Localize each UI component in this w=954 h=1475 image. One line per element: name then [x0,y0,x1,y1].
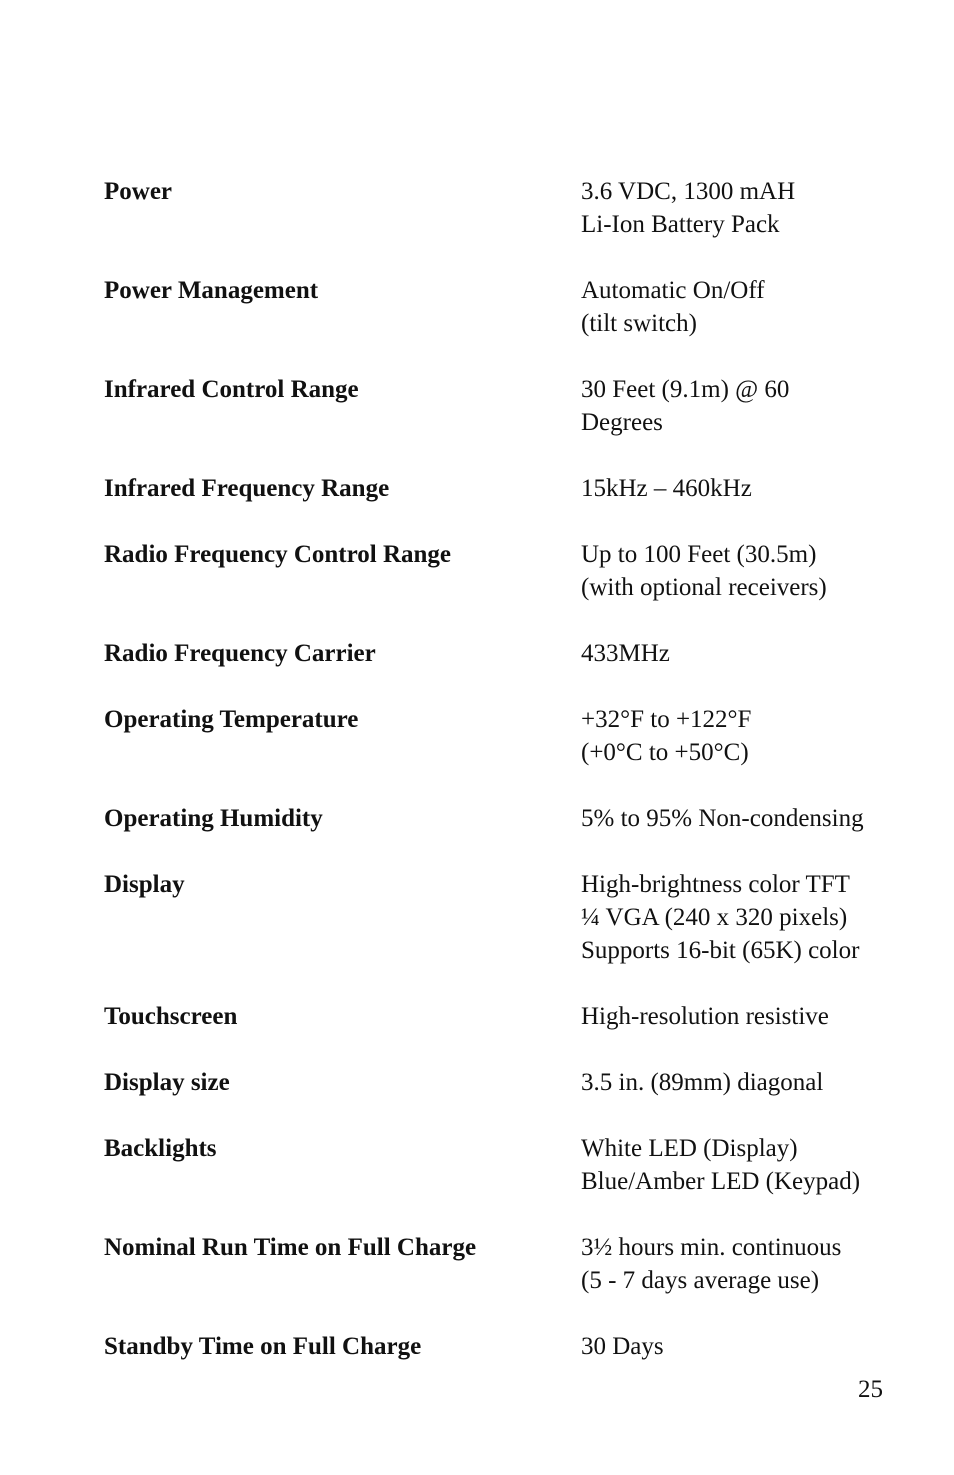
spec-row-power [104,175,934,241]
spec-value [581,1132,934,1198]
spec-value-line: 30 Days [581,1333,664,1360]
spec-row-standby-time [104,1330,934,1363]
spec-value-line: High-resolution resistive [581,1003,829,1030]
spec-label: Backlights [104,1135,217,1162]
spec-label: Display size [104,1069,230,1096]
spec-value-line: Up to 100 Feet (30.5m) [581,541,817,568]
spec-row-operating-humidity [104,802,934,835]
spec-value-line: Blue/Amber LED (Keypad) [581,1168,861,1195]
spec-value-line: White LED (Display) [581,1135,798,1162]
specifications-table [104,175,934,1396]
spec-value-line: 3½ hours min. continuous [581,1234,842,1261]
spec-label: Nominal Run Time on Full Charge [104,1234,477,1261]
spec-label: Display [104,871,185,898]
spec-value [581,1330,934,1363]
spec-value [581,868,934,967]
spec-row-power-management [104,274,934,340]
spec-value-line: 3.5 in. (89mm) diagonal [581,1069,824,1096]
spec-row-operating-temperature [104,703,934,769]
spec-value-line: (+0°C to +50°C) [581,739,749,766]
spec-label: Power [104,178,173,205]
spec-row-radio-frequency-control-range [104,538,934,604]
spec-label: Radio Frequency Control Range [104,541,451,568]
spec-value [581,703,934,769]
spec-value-line: +32°F to +122°F [581,706,752,733]
spec-row-radio-frequency-carrier [104,637,934,670]
spec-value [581,1000,934,1033]
spec-row-display [104,868,934,967]
spec-row-display-size [104,1066,934,1099]
page-number: 25 [858,1376,883,1403]
spec-value [581,1231,934,1297]
spec-value-line: 3.6 VDC, 1300 mAH [581,178,796,205]
spec-value-line: 433MHz [581,640,670,667]
spec-row-infrared-frequency-range [104,472,934,505]
spec-value-line: 15kHz – 460kHz [581,475,752,502]
spec-row-backlights [104,1132,934,1198]
spec-value [581,802,934,835]
spec-value-line: 30 Feet (9.1m) @ 60 [581,376,790,403]
spec-label: Radio Frequency Carrier [104,640,376,667]
spec-label: Operating Humidity [104,805,323,832]
spec-label: Operating Temperature [104,706,359,733]
spec-value [581,538,934,604]
spec-label: Power Management [104,277,319,304]
spec-value-line: Degrees [581,409,663,436]
spec-label: Standby Time on Full Charge [104,1333,422,1360]
spec-value-line: Automatic On/Off [581,277,765,304]
spec-row-infrared-control-range [104,373,934,439]
spec-value-line: Li-Ion Battery Pack [581,211,780,238]
spec-label: Infrared Control Range [104,376,359,403]
spec-label: Touchscreen [104,1003,238,1030]
spec-value [581,637,934,670]
spec-value-line: High-brightness color TFT [581,871,850,898]
spec-row-nominal-run-time [104,1231,934,1297]
spec-row-touchscreen [104,1000,934,1033]
spec-value-line: ¼ VGA (240 x 320 pixels) [581,904,848,931]
spec-value-line: (5 - 7 days average use) [581,1267,820,1294]
spec-value [581,274,934,340]
spec-value [581,1066,934,1099]
spec-value [581,373,934,439]
spec-value-line: 5% to 95% Non-condensing [581,805,864,832]
spec-value [581,175,934,241]
spec-value-line: (with optional receivers) [581,574,827,601]
spec-value [581,472,934,505]
spec-value-line: Supports 16-bit (65K) color [581,937,860,964]
spec-label: Infrared Frequency Range [104,475,390,502]
spec-value-line: (tilt switch) [581,310,697,337]
